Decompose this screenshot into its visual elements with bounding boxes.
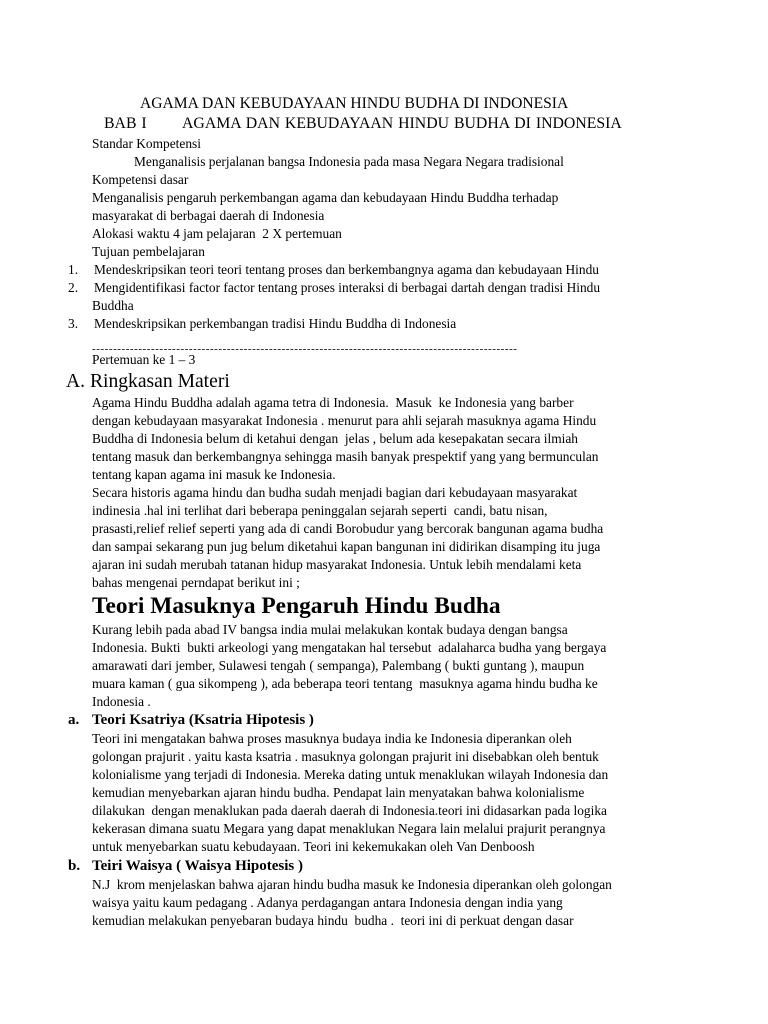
paragraph-line: waisya yaitu kaum pedagang . Adanya perdagangan antara Indonesia dengan india yang (92, 895, 563, 910)
paragraph-line: amarawati dari jember, Sulawesi tengah ( sempanga), Palembang ( bukti guntang ), maupun (92, 658, 585, 673)
list-item: Mengidentifikasi factor factor tentang proses interaksi di berbagai dartah dengan tradisi Hindu (94, 280, 601, 295)
standar-kompetensi-text: Menganalisis perjalanan bangsa Indonesia pada masa Negara Negara tradisional (134, 154, 564, 169)
separator-line: ----------------------------------------------------------------------------------------------------- (92, 343, 518, 355)
paragraph-line: Indonesia. Bukti bukti arkeologi yang mengatakan hal tersebut adalaharca budha yang bergaya (92, 640, 607, 655)
list-item-number: 2. (68, 280, 79, 295)
paragraph-line: prasasti,relief relief seperti yang ada di candi Borobudur yang bercorak bangunan agama budha (92, 521, 604, 536)
paragraph-line: N.J krom menjelaskan bahwa ajaran hindu budha masuk ke Indonesia diperankan oleh golongan (92, 877, 612, 892)
paragraph-line: Indonesia . (92, 694, 151, 709)
alokasi-waktu: Alokasi waktu 4 jam pelajaran 2 X pertemuan (92, 226, 342, 241)
tujuan-label: Tujuan pembelajaran (92, 244, 205, 259)
kompetensi-dasar-text: Menganalisis pengaruh perkembangan agama dan kebudayaan Hindu Buddha terhadap (92, 190, 559, 205)
subheading-teori-ksatriya: Teori Ksatriya (Ksatria Hipotesis ) (92, 712, 314, 728)
section-heading-teori: Teori Masuknya Pengaruh Hindu Budha (92, 593, 501, 619)
document-title: AGAMA DAN KEBUDAYAAN HINDU BUDHA DI INDONESIA (140, 95, 569, 112)
paragraph-line: bahas mengenai perndapat berikut ini ; (92, 575, 300, 590)
paragraph-line: Kurang lebih pada abad IV bangsa india mulai melakukan kontak budaya dengan bangsa (92, 622, 568, 637)
list-item-number: 1. (68, 262, 79, 277)
paragraph-line: kekerasan dimana suatu Megara yang dapat menaklukan Negara lain melalui prajurit perangnya (92, 821, 606, 836)
paragraph-line: ajaran ini sudah merubah tatanan hidup masyarakat Indonesia. Untuk lebih mendalami keta (92, 557, 582, 572)
list-item-number: 3. (68, 316, 79, 331)
paragraph-line: tentang kapan agama ini masuk ke Indonesia. (92, 467, 336, 482)
paragraph-line: dilakukan dengan menaklukan pada daerah daerah di Indonesia.teori ini didasarkan pada logika (92, 803, 607, 818)
paragraph-line: golongan prajurit . yaitu kasta ksatria . masuknya golongan prajurit ini disebabkan oleh bentuk (92, 749, 599, 764)
paragraph-line: untuk menyebarkan suatu kebudayaan. Teori ini kekemukakan oleh Van Denboosh (92, 839, 535, 854)
standar-kompetensi-label: Standar Kompetensi (92, 136, 201, 151)
kompetensi-dasar-label: Kompetensi dasar (92, 172, 189, 187)
paragraph-line: Teori ini mengatakan bahwa proses masuknya budaya india ke Indonesia diperankan oleh (92, 731, 572, 746)
list-item-continuation: Buddha (92, 298, 134, 313)
kompetensi-dasar-text: masyarakat di berbagai daerah di Indonesia (92, 208, 325, 223)
paragraph-line: kolonialisme yang terjadi di Indonesia. Mereka dating untuk menaklukan wilayah Indonesia dan (92, 767, 609, 782)
paragraph-line: Agama Hindu Buddha adalah agama tetra di Indonesia. Masuk ke Indonesia yang barber (92, 395, 574, 410)
list-item: Mendeskripsikan teori teori tentang proses dan berkembangnya agama dan kebudayaan Hindu (94, 262, 599, 277)
subheading-teori-waisya: Teiri Waisya ( Waisya Hipotesis ) (92, 858, 304, 874)
paragraph-line: dan sampai sekarang pun jug belum diketahui kapan bangunan ini didirikan disamping itu juga (92, 539, 601, 554)
subheading-marker: a. (68, 712, 80, 728)
paragraph-line: kemudian melakukan penyebaran budaya hindu budha . teori ini di perkuat dengan dasar (92, 913, 574, 928)
subheading-marker: b. (68, 858, 81, 874)
chapter-title: AGAMA DAN KEBUDAYAAN HINDU BUDHA DI INDONESIA (182, 115, 622, 132)
pertemuan-label: Pertemuan ke 1 – 3 (92, 352, 196, 367)
paragraph-line: kemudian menyebarkan ajaran hindu budha. Pendapat lain menyatakan bahwa kolonialisme (92, 785, 585, 800)
paragraph-line: muara kaman ( gua sikompeng ), ada beberapa teori tentang masuknya agama hindu budha ke (92, 676, 598, 691)
paragraph-line: Buddha di Indonesia belum di ketahui dengan jelas , belum ada kesepakatan secara ilmiah (92, 431, 578, 446)
paragraph-line: dengan kebudayaan masyarakat Indonesia . menurut para ahli sejarah masuknya agama Hindu (92, 413, 597, 428)
paragraph-line: tentang masuk dan berkembangnya sehingga masih banyak prespektif yang yang bermunculan (92, 449, 599, 464)
paragraph-line: Secara historis agama hindu dan budha sudah menjadi bagian dari kebudayaan masyarakat (92, 485, 578, 500)
chapter-label: BAB I (104, 115, 147, 132)
list-item: Mendeskripsikan perkembangan tradisi Hindu Buddha di Indonesia (94, 316, 457, 331)
section-heading-ringkasan: A. Ringkasan Materi (66, 371, 230, 392)
paragraph-line: indinesia .hal ini terlihat dari beberapa peninggalan sejarah seperti candi, batu nisan, (92, 503, 548, 518)
